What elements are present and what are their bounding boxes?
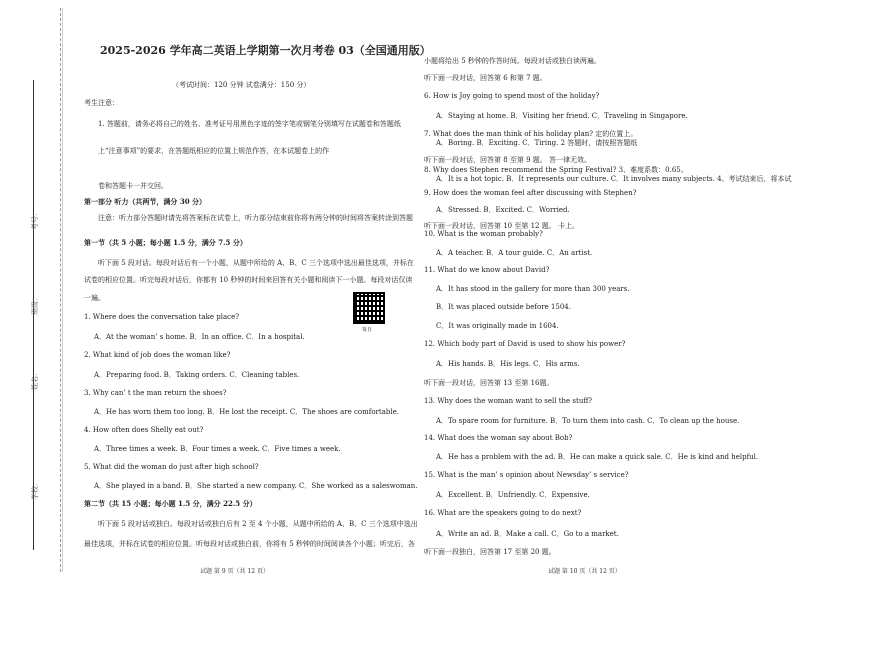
left-text-line: A．Preparing food. B．Taking orders. C．Cleaning tables. [94,371,300,379]
page-title: 2025-2026 学年高二英语上学期第一次月考卷 03（全国通用版） [100,44,431,57]
right-text-line: 听下面一段对话，回答第 10 至第 12 题。 卡上。 [424,222,579,230]
right-text-line: A．It has stood in the gallery for more than 300 years. [436,285,630,293]
left-text-line: A．He has worn them too long. B．He lost the receipt. C．The shoes are comfortable. [94,408,399,416]
right-text-line: A．He has a problem with the ad. B．He can make a quick sale. C．He is kind and helpful. [436,453,759,461]
left-text-line: 3. Why can’ t the man return the shoes? [84,389,227,397]
right-text-line: 9. How does the woman feel after discussing with Stephen? [424,189,637,197]
exam-info: （考试时间：120 分钟 试卷满分：150 分） [172,81,311,89]
left-text-line: 4. How often does Shelly eat out? [84,426,204,434]
right-text-line: 14. What does the woman say about Bob? [424,434,573,442]
left-text-line: 注意：听力部分答题时请先将答案标在试卷上，听力部分结束前你将有两分钟的时间将答案转涂到答题 [98,214,413,222]
right-text-line: A．To spare room for furniture. B．To turn them into cash. C．To clean up the house. [436,417,740,425]
right-text-line: 听下面一段对话，回答第 13 至第 16题。 [424,379,554,387]
right-text-line: 8. Why does Stephen recommend the Spring Festival? 3、难度系数：0.65。 [424,166,688,174]
right-text-line: 10. What is the woman probably? [424,230,543,238]
left-text-line: 第二节（共 15 小题；每小题 1.5 分，满分 22.5 分） [84,499,257,508]
right-text-line: 6. How is Joy going to spend most of the holiday? [424,92,600,100]
footer-right: 试题 第 10 页（共 12 页） [548,568,621,575]
left-text-line: 第一节（共 5 小题；每小题 1.5 分，满分 7.5 分） [84,238,247,247]
left-text-line: A．Three times a week. B．Four times a week. C．Five times a week. [94,445,341,453]
left-text-line: 一遍。 [84,294,105,302]
binding-label-school: 学校： [31,479,39,500]
right-text-line: A．Boring. B．Exciting. C．Tiring. 2 答题时，请按照答题纸 [436,139,638,147]
right-text-line: A．His hands. B．His legs. C．His arms. [436,360,580,368]
right-text-line: 16. What are the speakers going to do next? [424,509,582,517]
left-text-line: 最佳选项，并标在试卷的相应位置。听每段对话或独白前，你将有 5 秒钟的时间阅读各个小题；听完后，各 [84,540,415,548]
left-text-line: 考生注意： [84,99,119,107]
left-text-line: 上“注意事项”的要求，在答题纸相应的位置上规范作答，在本试题卷上的作 [98,147,330,155]
qr-code [353,292,385,324]
right-text-line: 13. Why does the woman want to sell the stuff? [424,397,593,405]
right-text-line: 7. What does the man think of his holiday plan? 定的位置上。 [424,130,638,138]
right-text-line: 听下面一段对话，回答第 8 至第 9 题。 答一律无效。 [424,156,592,164]
right-text-line: 12. Which body part of David is used to show his power? [424,340,626,348]
binding-label-name: 姓名： [31,369,39,390]
left-text-line: A．She played in a band. B．She started a new company. C．She worked as a saleswoman. [94,482,418,490]
right-text-line: A．Write an ad. B．Make a call. C．Go to a market. [436,530,619,538]
right-text-line: 听下面一段独白，回答第 17 至第 20 题。 [424,548,556,556]
right-text-line: 15. What is the man’ s opinion about Newsday’ s service? [424,471,629,479]
left-text-line: 试卷的相应位置。听完每段对话后，你都有 10 秒钟的时间来回答有关小题和阅读下一小题。每段对话仅读 [84,276,413,284]
qr-label: 每日 [362,327,373,333]
right-text-line: A．It is a hot topic. B．It represents our culture. C．It involves many subjects. 4、考试结束后，将本试 [436,175,792,183]
right-text-line: 听下面一段对话，回答第 6 和第 7 题。 [424,74,547,82]
right-text-line: A．Stressed. B．Excited. C．Worried. [436,206,570,214]
right-text-line: C．It was originally made in 1604. [436,322,559,330]
footer-left: 试题 第 9 页（共 12 页） [200,568,269,575]
binding-label-class: 班级： [31,294,39,315]
left-text-line: 1. 答题前，请务必将自己的姓名、准考证号用黑色字迹的签字笔或钢笔分别填写在试题卷和答题纸 [98,120,401,128]
cut-line [60,8,61,572]
left-text-line: 2. What kind of job does the woman like? [84,351,231,359]
right-text-line: A．Staying at home. B．Visiting her friend. C．Traveling in Singapore. [436,112,688,120]
binding-margin [18,8,63,572]
left-text-line: 卷和答题卡一并交回。 [98,182,168,190]
right-text-line: A．Excellent. B．Unfriendly. C．Expensive. [436,491,590,499]
left-text-line: 1. Where does the conversation take place? [84,313,239,321]
right-text-line: 小题将给出 5 秒钟的作答时间。每段对话或独白读两遍。 [424,57,601,65]
left-text-line: 听下面 5 段对话。每段对话后有一个小题，从题中所给的 A、B、C 三个选项中选出最佳选项，并标在 [98,259,414,267]
right-text-line: A．A teacher. B．A tour guide. C．An artist. [436,249,593,257]
left-text-line: 5. What did the woman do just after high school? [84,463,259,471]
binding-label-id: 考号： [31,209,39,230]
left-text-line: A．At the woman’ s home. B．In an office. C．In a hospital. [94,333,305,341]
right-text-line: 11. What do we know about David? [424,266,550,274]
left-text-line: 听下面 5 段对话或独白。每段对话或独白后有 2 至 4 个小题，从题中所给的 A、B、C 三个选项中选出 [98,520,418,528]
right-text-line: B．It was placed outside before 1504. [436,303,571,311]
left-text-line: 第一部分 听力（共两节，满分 30 分） [84,197,207,206]
